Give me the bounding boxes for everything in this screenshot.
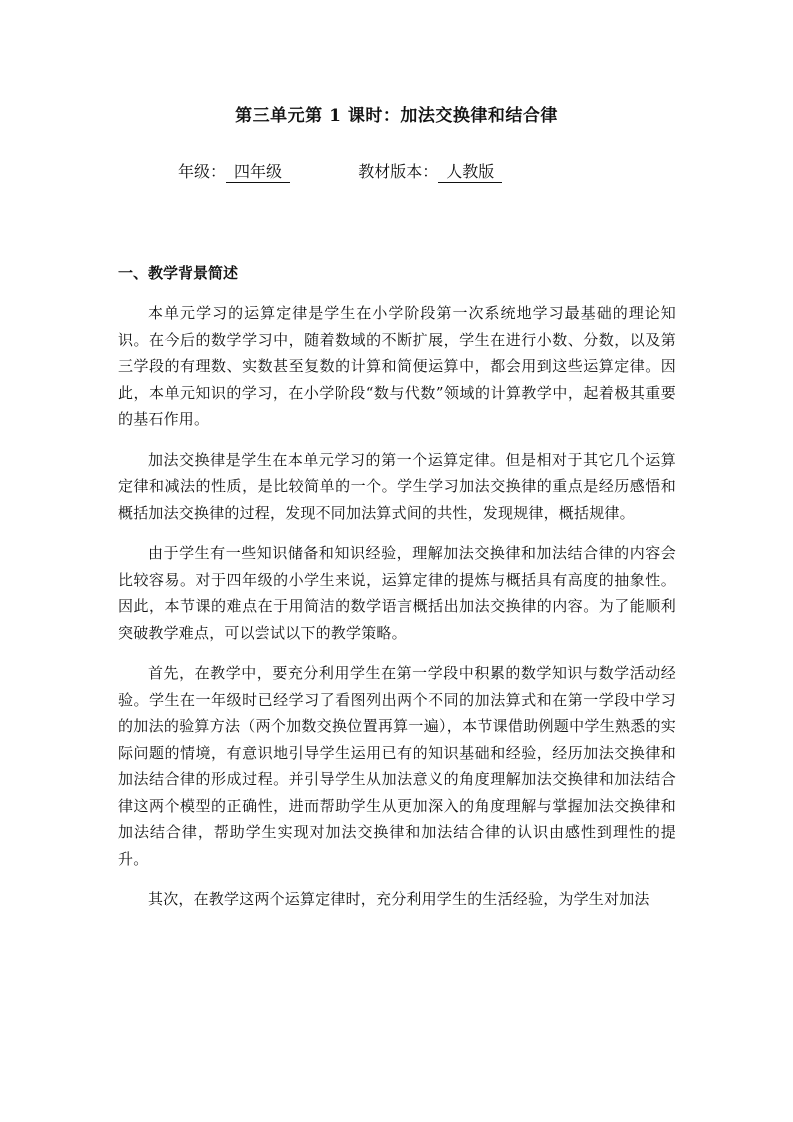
paragraph: 其次，在教学这两个运算定律时，充分利用学生的生活经验，为学生对加法 [148, 890, 650, 908]
edition-value: 人教版 [438, 162, 502, 183]
grade-value: 四年级 [226, 162, 290, 183]
edition-label: 教材版本： [358, 162, 439, 181]
section-heading: 一、教学背景简述 [118, 264, 239, 282]
paragraph: 本单元学习的运算定律是学生在小学阶段第一次系统地学习最基础的理论知识。在今后的数学学习中，随着数域的不断扩展，学生在进行小数、分数，以及第三学段的有理数、实数甚至复数的计算和简便运算中，都会用到这些运算定律。因此，本单元知识的学习，在小学阶段“数与代数”领域的计算教学中，起着极其重要的基石作用。 [118, 304, 676, 428]
document-title: 第三单元第 1 课时：加法交换律和结合律 [235, 106, 558, 126]
paragraph: 由于学生有一些知识储备和知识经验，理解加法交换律和加法结合律的内容会比较容易。对于四年级的小学生来说，运算定律的提炼与概括具有高度的抽象性。因此，本节课的难点在于用简洁的数学语言概括出加法交换律的内容。为了能顺利突破教学难点，可以尝试以下的教学策略。 [118, 544, 676, 642]
paragraph: 首先，在教学中，要充分利用学生在第一学段中积累的数学知识与数学活动经验。学生在一年级时已经学习了看图列出两个不同的加法算式和在第一学段中学习的加法的验算方法（两个加数交换位置再算一遍），本节课借助例题中学生熟悉的实际问题的情境，有意识地引导学生运用已有的知识基础和经验，经历加法交换律和加法结合律的形成过程。并引导学生从加法意义的角度理解加法交换律和加法结合律这两个模型的正确性，进而帮助学生从更加深入的角度理解与掌握加法交换律和加法结合律，帮助学生实现对加法交换律和加法结合律的认识由感性到理性的提升。 [118, 664, 676, 868]
paragraph: 加法交换律是学生在本单元学习的第一个运算定律。但是相对于其它几个运算定律和减法的性质，是比较简单的一个。学生学习加法交换律的重点是经历感悟和概括加法交换律的过程，发现不同加法算式间的共性，发现规律，概括规律。 [118, 450, 676, 522]
section-body [118, 300, 676, 927]
grade-label: 年级： [178, 162, 227, 181]
document-meta [178, 160, 502, 184]
